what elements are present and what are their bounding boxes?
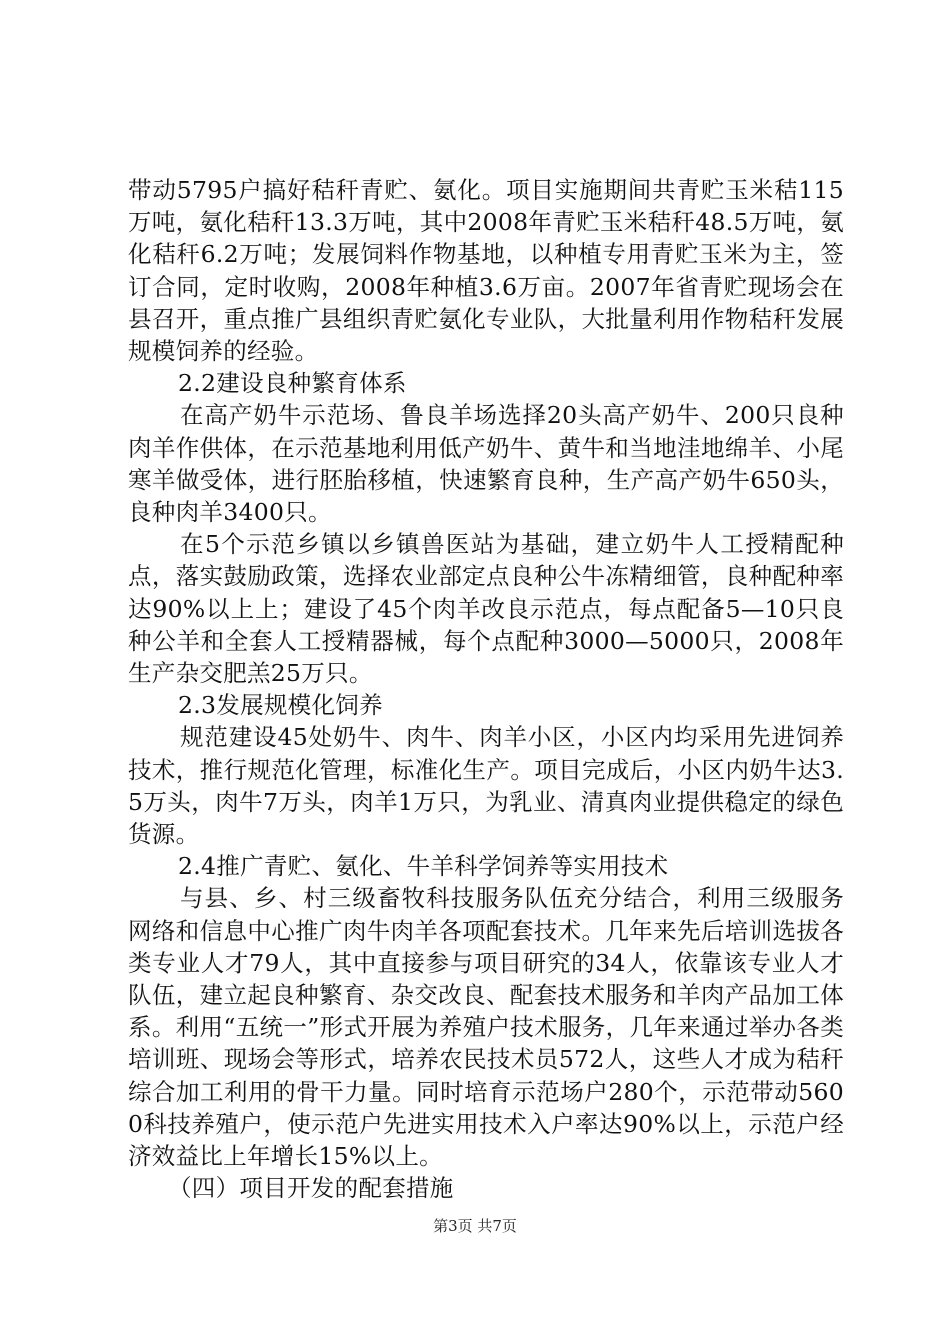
paragraph-artificial-insemination: 在5个示范乡镇以乡镇兽医站为基础，建立奶牛人工授精配种点，落实鼓励政策，选择农业部定点良种公牛冻精细管，良种配种率达90%以上上；建设了45个肉羊改良示范点，每点配备5—10只良种公羊和全套人工授精器械，每个点配种3000—5000只，2008年生产杂交肥羔25万只。 — [128, 530, 844, 688]
document-body — [128, 174, 844, 1205]
section-heading-4: （四）项目开发的配套措施 — [168, 1174, 454, 1203]
paragraph-scale-farming: 规范建设45处奶牛、肉牛、肉羊小区，小区内均采用先进饲养技术，推行规范化管理，标准化生产。项目完成后，小区内奶牛达3.5万头，肉牛7万头，肉羊1万只，为乳业、清真肉业提供稳定的绿色货源。 — [128, 723, 844, 849]
paragraph-tech-promotion: 与县、乡、村三级畜牧科技服务队伍充分结合，利用三级服务网络和信息中心推广肉牛肉羊各项配套技术。几年来先后培训选拔各类专业人才79人，其中直接参与项目研究的34人，依靠该专业人才队伍，建立起良种繁育、杂交改良、配套技术服务和羊肉产品加工体系。利用“五统一”形式开展为养殖户技术服务，几年来通过举办各类培训班、现场会等形式，培养农民技术员572人，这些人才成为秸秆综合加工利用的骨干力量。同时培育示范场户280个，示范带动5600科技养殖户，使示范户先进实用技术入户率达90%以上，示范户经济效益比上年增长15%以上。 — [128, 884, 844, 1171]
section-heading-2-2: 2.2建设良种繁育体系 — [178, 369, 407, 398]
page-number-footer: 第3页 共7页 — [433, 1217, 517, 1235]
paragraph-straw-silage: 带动5795户搞好秸秆青贮、氨化。项目实施期间共青贮玉米秸115万吨，氨化秸秆13.3万吨，其中2008年青贮玉米秸秆48.5万吨，氨化秸秆6.2万吨；发展饲料作物基地，以种植专用青贮玉米为主，签订合同，定时收购，2008年种植3.6万亩。2007年省青贮现场会在县召开，重点推广县组织青贮氨化专业队，大批量利用作物秸秆发展规模饲养的经验。 — [128, 176, 844, 366]
section-heading-2-4: 2.4推广青贮、氨化、牛羊科学饲养等实用技术 — [178, 852, 669, 881]
section-heading-2-3: 2.3发展规模化饲养 — [178, 691, 383, 720]
paragraph-embryo-transfer: 在高产奶牛示范场、鲁良羊场选择20头高产奶牛、200只良种肉羊作供体，在示范基地利用低产奶牛、黄牛和当地洼地绵羊、小尾寒羊做受体，进行胚胎移植，快速繁育良种，生产高产奶牛650头，良种肉羊3400只。 — [128, 401, 844, 527]
